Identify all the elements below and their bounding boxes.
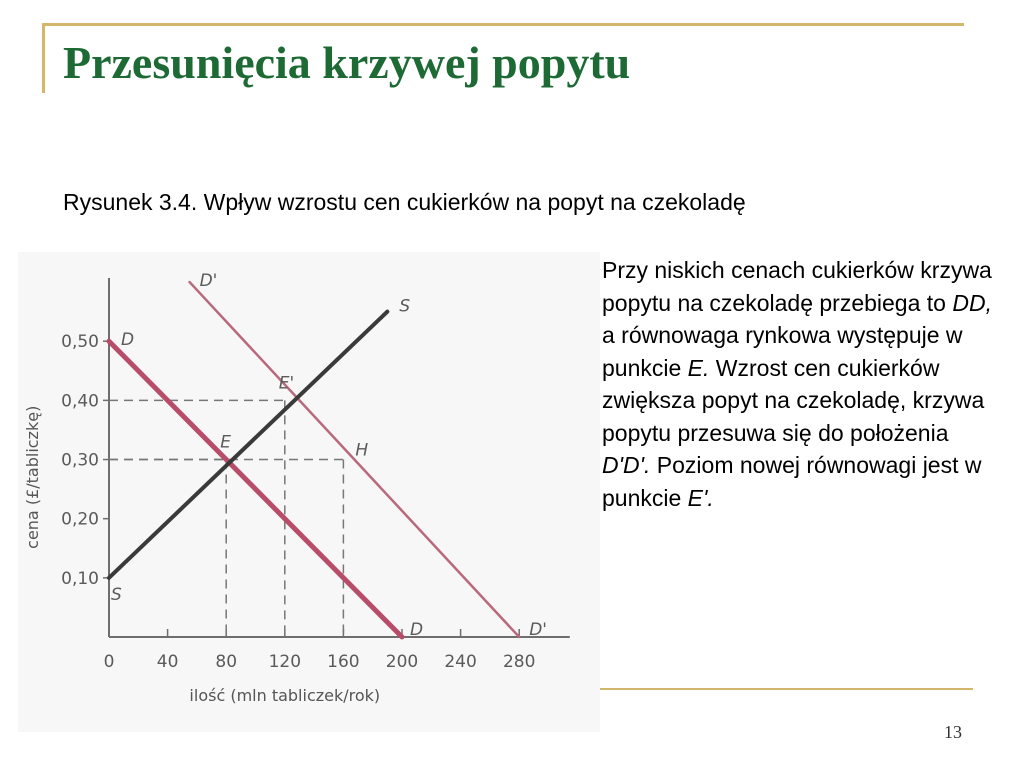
explanation-segment-5: D'D'.: [602, 452, 651, 478]
point-label: E: [220, 432, 231, 453]
y-axis-title: cena (£/tabliczkę): [23, 405, 42, 549]
x-axis-title: ilość (mln tabliczek/rok): [189, 686, 381, 705]
curve-label-supply: S: [399, 296, 411, 317]
curve-label-demand_shifted: D': [199, 271, 218, 292]
chart-container: [18, 252, 600, 732]
figure-caption: Rysunek 3.4. Wpływ wzrostu cen cukierków na popyt na czekoladę: [63, 189, 746, 215]
x-tick-label: 160: [327, 652, 360, 672]
point-label: H: [355, 440, 369, 461]
y-tick-label: 0,10: [61, 568, 99, 589]
curve-label-demand_shifted: D': [529, 620, 547, 640]
curve-label-demand: D: [121, 330, 135, 351]
x-tick-label: 200: [385, 652, 419, 672]
x-tick-label: 120: [268, 652, 302, 672]
y-tick-label: 0,20: [61, 509, 99, 530]
curve-label-supply: S: [111, 584, 122, 605]
y-tick-label: 0,40: [61, 391, 99, 412]
y-tick-label: 0,30: [61, 450, 99, 471]
x-tick-label: 240: [444, 652, 477, 672]
explanation-text: [602, 254, 1002, 514]
point-label: E': [278, 373, 295, 394]
slide-title: Przesunięcia krzywej popytu: [63, 37, 631, 88]
explanation-segment-4: Wzrost cen cukierków zwiększa popyt na czekoladę, krzywa popytu przesuwa się do położenia: [602, 354, 985, 446]
bottom-frame-line: [598, 688, 973, 690]
page-number: 13: [944, 722, 962, 742]
curve-label-demand: D: [410, 620, 424, 640]
explanation-segment-1: DD,: [952, 289, 992, 316]
explanation-segment-0: Przy niskich cenach cukierków krzywa popytu na czekoladę przebiega to: [602, 257, 992, 316]
top-frame-line: [42, 23, 964, 26]
explanation-segment-2: a równowaga rynkowa występuje w punkcie: [602, 322, 963, 381]
explanation-segment-6: Poziom nowej równowagi jest w punkcie: [602, 452, 982, 511]
demand-shift-chart: [18, 252, 600, 732]
explanation-segment-7: E'.: [687, 484, 714, 511]
y-tick-label: 0,50: [61, 332, 99, 353]
explanation-segment-3: E.: [687, 354, 710, 381]
x-tick-label: 40: [156, 652, 179, 672]
x-tick-label: 280: [502, 652, 536, 672]
x-tick-label: 0: [103, 652, 115, 672]
x-tick-label: 80: [215, 652, 238, 672]
left-frame-line: [42, 23, 45, 93]
